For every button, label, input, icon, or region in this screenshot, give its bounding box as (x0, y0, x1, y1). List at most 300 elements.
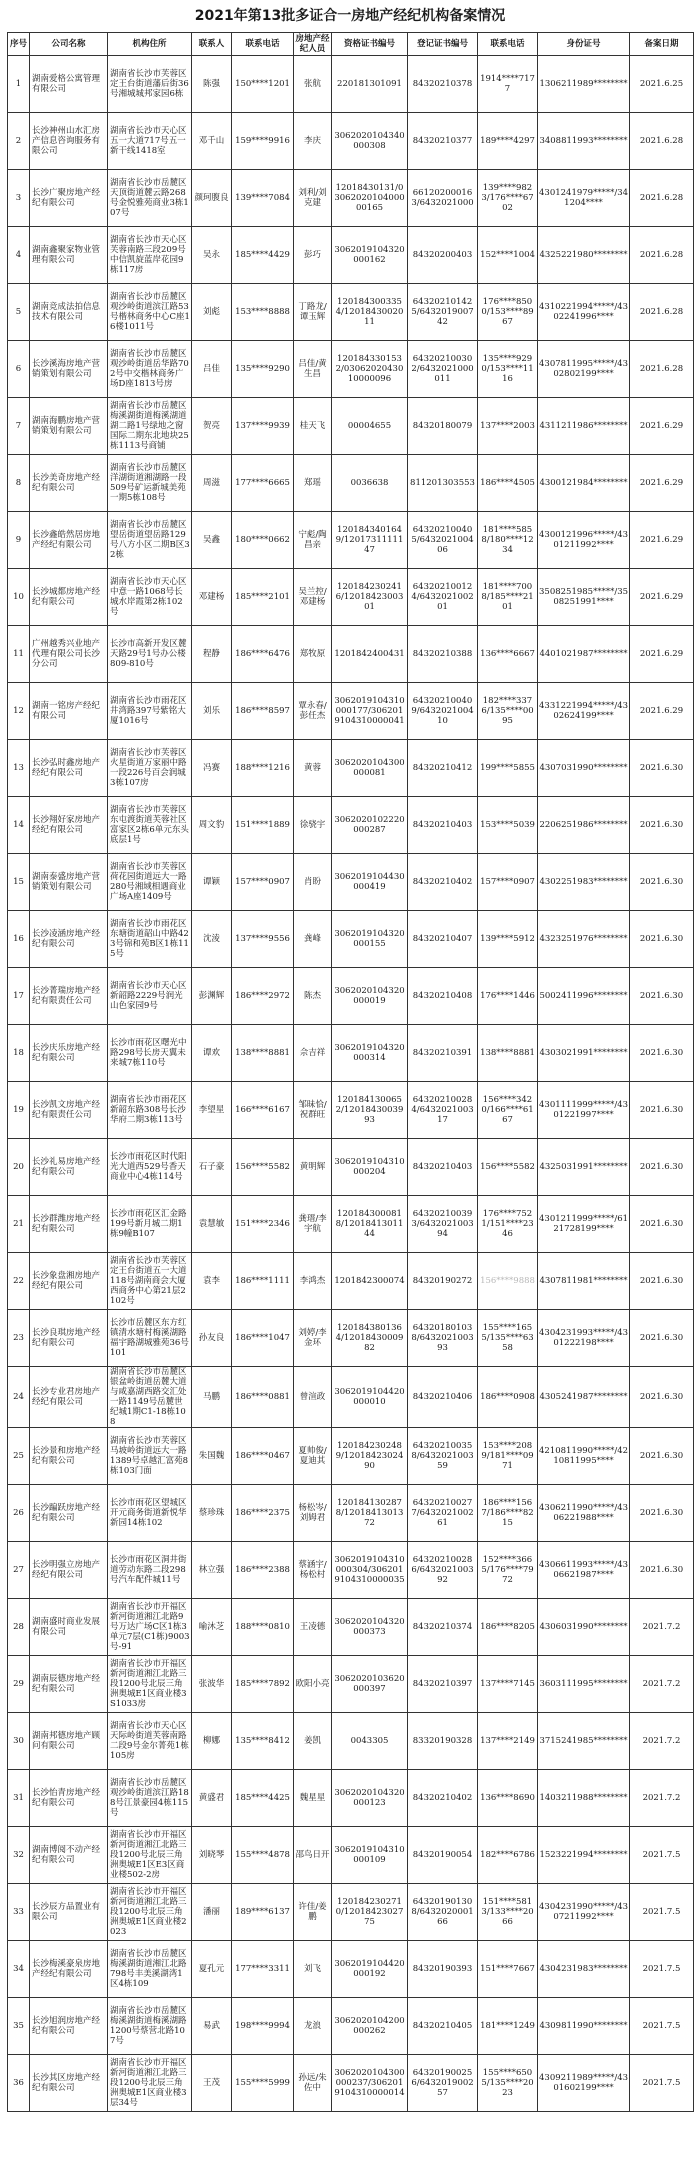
agent-cell: 龙浪 (294, 1998, 332, 2055)
date-cell: 2021.6.30 (630, 1025, 694, 1082)
company-name-cell: 长沙礼易房地产经纪有限公司 (30, 1139, 108, 1196)
agent-cell: 桂天飞 (294, 398, 332, 455)
id-number-cell: 3603111995******** (538, 1656, 630, 1713)
qualification-cell: 0043305 (332, 1713, 408, 1770)
qualification-cell: 1201841300652/1201843003993 (332, 1082, 408, 1139)
seq-cell: 2 (8, 113, 30, 170)
contact-cell: 贺亮 (192, 398, 232, 455)
contact-cell: 邓千山 (192, 113, 232, 170)
company-name-cell: 长沙景和房地产经纪有限公司 (30, 1428, 108, 1485)
contact-cell: 谭欢 (192, 1025, 232, 1082)
qualification-cell: 3062019104320000162 (332, 227, 408, 284)
address-cell: 湖南省长沙市开福区新河街道湘江北路9号万达广场C区1栋3单元7层(C1栋)9003号-91 (108, 1599, 192, 1656)
phone-cell: 166****6167 (232, 1082, 294, 1139)
registration-cell: 84320190272 (408, 1253, 478, 1310)
registration-cell: 84320210408 (408, 968, 478, 1025)
agent-phone-cell: 136****8690 (478, 1770, 538, 1827)
id-number-cell: 4307811995*****/4302802199**** (538, 341, 630, 398)
agent-cell: 邹昧恰/祝群旺 (294, 1082, 332, 1139)
date-cell: 2021.6.30 (630, 911, 694, 968)
id-number-cell: 5002411996******** (538, 968, 630, 1025)
agent-cell: 欧阳小亮 (294, 1656, 332, 1713)
table-row (8, 1770, 694, 1827)
contact-cell: 喻沐芝 (192, 1599, 232, 1656)
phone-cell: 198****9994 (232, 1998, 294, 2055)
column-header: 机构住所 (108, 33, 192, 56)
seq-cell: 5 (8, 284, 30, 341)
contact-cell: 夏孔元 (192, 1941, 232, 1998)
registration-cell: 84320210403 (408, 1139, 478, 1196)
agent-cell: 龚峰 (294, 911, 332, 968)
agent-phone-cell: 156****5582 (478, 1139, 538, 1196)
table-row (8, 1998, 694, 2055)
qualification-cell: 3062019104320000314 (332, 1025, 408, 1082)
agent-phone-cell: 156****9888 (478, 1253, 538, 1310)
registration-cell: 643202100286/643202100392 (408, 1542, 478, 1599)
company-name-cell: 长沙美奇房地产经纪有限公司 (30, 455, 108, 512)
registration-cell: 84320190393 (408, 1941, 478, 1998)
agent-cell: 徐骁宇 (294, 797, 332, 854)
table-row (8, 113, 694, 170)
seq-cell: 3 (8, 170, 30, 227)
date-cell: 2021.6.30 (630, 740, 694, 797)
id-number-cell: 4300121996*****/4301211992**** (538, 512, 630, 569)
seq-cell: 4 (8, 227, 30, 284)
id-number-cell: 4304231993*****/4301222198**** (538, 1310, 630, 1367)
id-number-cell: 4306031990******** (538, 1599, 630, 1656)
company-name-cell: 长沙溪海房地产营销策划有限公司 (30, 341, 108, 398)
id-number-cell: 4301241979*****/341204**** (538, 170, 630, 227)
date-cell: 2021.7.2 (630, 1599, 694, 1656)
agent-cell: 杨松岑/刘姆君 (294, 1485, 332, 1542)
qualification-cell: 1201843301532/0306202043010000096 (332, 341, 408, 398)
agent-phone-cell: 176****8500/153****8967 (478, 284, 538, 341)
date-cell: 2021.6.29 (630, 569, 694, 626)
phone-cell: 186****1047 (232, 1310, 294, 1367)
id-number-cell: 4310221994*****/4302241996**** (538, 284, 630, 341)
phone-cell: 138****8881 (232, 1025, 294, 1082)
company-name-cell: 长沙辰方品置业有限公司 (30, 1884, 108, 1941)
seq-cell: 18 (8, 1025, 30, 1082)
agent-phone-cell: 157****0907 (478, 854, 538, 911)
seq-cell: 11 (8, 626, 30, 683)
registration-cell: 84320190054 (408, 1827, 478, 1884)
phone-cell: 151****2346 (232, 1196, 294, 1253)
id-number-cell: 4210811990*****/4210811995**** (538, 1428, 630, 1485)
seq-cell: 19 (8, 1082, 30, 1139)
agent-phone-cell: 186****0908 (478, 1367, 538, 1428)
seq-cell: 10 (8, 569, 30, 626)
address-cell: 湖南省长沙市雨花区新韶东路308号长沙华府二期3栋113号 (108, 1082, 192, 1139)
table-row (8, 284, 694, 341)
agent-cell: 邵鸟日开 (294, 1827, 332, 1884)
address-cell: 湖南省长沙市开福区新河街道湘江北路三段1200号北辰三角洲奥城E1区E3区商业楼502-2房 (108, 1827, 192, 1884)
column-header: 联系电话 (232, 33, 294, 56)
registration-cell: 643201900256/643201900257 (408, 2055, 478, 2112)
seq-cell: 9 (8, 512, 30, 569)
contact-cell: 吴鑫 (192, 512, 232, 569)
qualification-cell: 3062019104310000109 (332, 1827, 408, 1884)
qualification-cell: 3062020104320000373 (332, 1599, 408, 1656)
id-number-cell: 4304231990*****/4307211992**** (538, 1884, 630, 1941)
address-cell: 湖南省长沙市岳麓区洋湖街道湘湖路一段509号矿运新城美苑一期5栋108号 (108, 455, 192, 512)
id-number-cell: 3508251985*****/3508251991**** (538, 569, 630, 626)
table-row (8, 56, 694, 113)
phone-cell: 186****0467 (232, 1428, 294, 1485)
phone-cell: 177****6665 (232, 455, 294, 512)
contact-cell: 朱国魏 (192, 1428, 232, 1485)
contact-cell: 李望星 (192, 1082, 232, 1139)
date-cell: 2021.6.30 (630, 1196, 694, 1253)
date-cell: 2021.7.2 (630, 1770, 694, 1827)
agent-cell: 佘吉祥 (294, 1025, 332, 1082)
address-cell: 湖南省长沙市开福区新河街道湘江北路三段1200号北辰三角洲奥城E1区商业楼2023 (108, 1884, 192, 1941)
qualification-cell: 220181301091 (332, 56, 408, 113)
date-cell: 2021.7.5 (630, 1941, 694, 1998)
agent-phone-cell: 1914****7177 (478, 56, 538, 113)
id-number-cell: 4325221980******** (538, 227, 630, 284)
phone-cell: 137****9939 (232, 398, 294, 455)
agent-phone-cell: 135****9290/153****1116 (478, 341, 538, 398)
seq-cell: 34 (8, 1941, 30, 1998)
registration-cell: 643201801038/643202100393 (408, 1310, 478, 1367)
agent-phone-cell: 139****9823/176****6702 (478, 170, 538, 227)
seq-cell: 20 (8, 1139, 30, 1196)
agent-phone-cell: 155****1655/135****6358 (478, 1310, 538, 1367)
agent-phone-cell: 199****5855 (478, 740, 538, 797)
table-row (8, 1139, 694, 1196)
seq-cell: 1 (8, 56, 30, 113)
column-header: 序号 (8, 33, 30, 56)
address-cell: 湖南省长沙市天心区新韶路2229号润光山色家园9号 (108, 968, 192, 1025)
seq-cell: 22 (8, 1253, 30, 1310)
column-header: 登记证书编号 (408, 33, 478, 56)
date-cell: 2021.6.28 (630, 227, 694, 284)
address-cell: 长沙市雨花区洞井街道劳动东路二段298号汽车配件城11号 (108, 1542, 192, 1599)
date-cell: 2021.6.30 (630, 968, 694, 1025)
registration-cell: 84320210378 (408, 56, 478, 113)
qualification-cell: 1201843401649/1201731111147 (332, 512, 408, 569)
date-cell: 2021.6.28 (630, 170, 694, 227)
agent-phone-cell: 189****4297 (478, 113, 538, 170)
agent-phone-cell: 182****6786 (478, 1827, 538, 1884)
agent-cell: 曾渲政 (294, 1367, 332, 1428)
company-name-cell: 长沙专业君房地产经纪有限公司 (30, 1367, 108, 1428)
registration-cell: 84320210406 (408, 1367, 478, 1428)
phone-cell: 189****6137 (232, 1884, 294, 1941)
phone-cell: 185****7892 (232, 1656, 294, 1713)
qualification-cell: 3062020104200000262 (332, 1998, 408, 2055)
contact-cell: 易武 (192, 1998, 232, 2055)
company-name-cell: 长沙菁瑞房地产经纪有限责任公司 (30, 968, 108, 1025)
company-name-cell: 长沙凯文房地产经纪有限责任公司 (30, 1082, 108, 1139)
table-row (8, 1310, 694, 1367)
phone-cell: 156****5582 (232, 1139, 294, 1196)
phone-cell: 186****2375 (232, 1485, 294, 1542)
company-name-cell: 湖南邦德房地产顾问有限公司 (30, 1713, 108, 1770)
date-cell: 2021.6.30 (630, 1082, 694, 1139)
contact-cell: 刘彪 (192, 284, 232, 341)
phone-cell: 188****0810 (232, 1599, 294, 1656)
phone-cell: 186****0881 (232, 1367, 294, 1428)
date-cell: 2021.6.29 (630, 398, 694, 455)
table-row (8, 854, 694, 911)
date-cell: 2021.7.5 (630, 1827, 694, 1884)
id-number-cell: 4302251983******** (538, 854, 630, 911)
date-cell: 2021.6.30 (630, 1253, 694, 1310)
qualification-cell: 3062019104420000010 (332, 1367, 408, 1428)
company-name-cell: 湖南博阅不动产经纪有限公司 (30, 1827, 108, 1884)
table-row (8, 569, 694, 626)
address-cell: 湖南省长沙市岳麓区银盆岭街道岳麓大道与咸嘉湖西路交汇处一路1149号岳麓世纪城1期C1-18栋108 (108, 1367, 192, 1428)
phone-cell: 186****2972 (232, 968, 294, 1025)
agent-cell: 张航 (294, 56, 332, 113)
id-number-cell: 2206251986******** (538, 797, 630, 854)
address-cell: 湖南省长沙市岳麓区天顶街道麓云路268号金悦雅苑商业3栋107号 (108, 170, 192, 227)
table-row (8, 1713, 694, 1770)
agent-cell: 李庆 (294, 113, 332, 170)
table-row (8, 341, 694, 398)
table-row (8, 398, 694, 455)
phone-cell: 153****8888 (232, 284, 294, 341)
phone-cell: 186****6476 (232, 626, 294, 683)
seq-cell: 35 (8, 1998, 30, 2055)
table-row (8, 170, 694, 227)
address-cell: 湖南省长沙市雨花区东塘街道韶山中路423号锦和苑B区1栋115号 (108, 911, 192, 968)
qualification-cell: 3062019104310000204 (332, 1139, 408, 1196)
contact-cell: 陈强 (192, 56, 232, 113)
id-number-cell: 1403211988******** (538, 1770, 630, 1827)
registration-table (7, 32, 694, 2112)
date-cell: 2021.6.25 (630, 56, 694, 113)
phone-cell: 155****5999 (232, 2055, 294, 2112)
table-row (8, 911, 694, 968)
id-number-cell: 4300121984******** (538, 455, 630, 512)
qualification-cell: 1201843801364/1201843000982 (332, 1310, 408, 1367)
registration-cell: 643202100124/643202100201 (408, 569, 478, 626)
agent-phone-cell: 155****6505/135****2023 (478, 2055, 538, 2112)
id-number-cell: 4309811990******** (538, 1998, 630, 2055)
column-header: 身份证号 (538, 33, 630, 56)
table-row (8, 1599, 694, 1656)
seq-cell: 24 (8, 1367, 30, 1428)
document-title: 2021年第13批多证合一房地产经纪机构备案情况 (194, 8, 506, 24)
id-number-cell: 4331221994*****/4302624199**** (538, 683, 630, 740)
table-row (8, 1428, 694, 1485)
seq-cell: 30 (8, 1713, 30, 1770)
table-row (8, 1656, 694, 1713)
qualification-cell: 3062020102220000287 (332, 797, 408, 854)
phone-cell: 186****1111 (232, 1253, 294, 1310)
column-header: 公司名称 (30, 33, 108, 56)
agent-cell: 覃永春/彭任杰 (294, 683, 332, 740)
contact-cell: 石子豪 (192, 1139, 232, 1196)
phone-cell: 151****1889 (232, 797, 294, 854)
table-row (8, 1367, 694, 1428)
agent-phone-cell: 181****7008/185****2101 (478, 569, 538, 626)
agent-cell: 吕佳/黄生昌 (294, 341, 332, 398)
contact-cell: 林立强 (192, 1542, 232, 1599)
agent-cell: 丁路龙/谭玉辉 (294, 284, 332, 341)
seq-cell: 21 (8, 1196, 30, 1253)
id-number-cell: 4301211999*****/6121728199**** (538, 1196, 630, 1253)
agent-phone-cell: 153****5039 (478, 797, 538, 854)
id-number-cell: 4307811981******** (538, 1253, 630, 1310)
contact-cell: 谭颖 (192, 854, 232, 911)
agent-phone-cell: 186****4505 (478, 455, 538, 512)
company-name-cell: 长沙鑫皓然居房地产经纪有限公司 (30, 512, 108, 569)
date-cell: 2021.6.30 (630, 1542, 694, 1599)
phone-cell: 150****1201 (232, 56, 294, 113)
id-number-cell: 4305241987******** (538, 1367, 630, 1428)
agent-cell: 魏星星 (294, 1770, 332, 1827)
registration-cell: 643202100277/643202100261 (408, 1485, 478, 1542)
id-number-cell: 4306611993*****/4306621987**** (538, 1542, 630, 1599)
id-number-cell: 4401021987******** (538, 626, 630, 683)
date-cell: 2021.6.30 (630, 1367, 694, 1428)
address-cell: 湖南省长沙市芙蓉区火星街道万家丽中路一段226号百会润城3栋107房 (108, 740, 192, 797)
table-row (8, 968, 694, 1025)
registration-cell: 84320210402 (408, 854, 478, 911)
contact-cell: 柳娜 (192, 1713, 232, 1770)
registration-cell: 84320180079 (408, 398, 478, 455)
phone-cell: 180****0662 (232, 512, 294, 569)
address-cell: 湖南省长沙市芙蓉区定王台街道五一大道118号湖南商会大厦西商务中心第21层2102号 (108, 1253, 192, 1310)
qualification-cell: 0036638 (332, 455, 408, 512)
registration-cell: 84320210374 (408, 1599, 478, 1656)
company-name-cell: 湖南爱格公寓管理有限公司 (30, 56, 108, 113)
id-number-cell: 4307031990******** (538, 740, 630, 797)
id-number-cell: 4309211989*****/4301602199**** (538, 2055, 630, 2112)
company-name-cell: 长沙广聚房地产经纪有限公司 (30, 170, 108, 227)
qualification-cell: 1201841302878/1201841301372 (332, 1485, 408, 1542)
contact-cell: 吴永 (192, 227, 232, 284)
company-name-cell: 长沙其区房地产经纪有限公司 (30, 2055, 108, 2112)
qualification-cell: 3062020104320000123 (332, 1770, 408, 1827)
qualification-cell: 3062019104310000304/3062019104310000035 (332, 1542, 408, 1599)
agent-cell: 龚瑨/李宇航 (294, 1196, 332, 1253)
seq-cell: 29 (8, 1656, 30, 1713)
seq-cell: 32 (8, 1827, 30, 1884)
date-cell: 2021.6.30 (630, 1428, 694, 1485)
table-row (8, 1253, 694, 1310)
agent-cell: 王凌德 (294, 1599, 332, 1656)
agent-phone-cell: 182****3376/135****0095 (478, 683, 538, 740)
phone-cell: 135****9290 (232, 341, 294, 398)
id-number-cell: 1306211989******** (538, 56, 630, 113)
qualification-cell: 00004655 (332, 398, 408, 455)
registration-cell: 643202100284/643202100317 (408, 1082, 478, 1139)
contact-cell: 王茂 (192, 2055, 232, 2112)
agent-cell: 孙远/朱佐中 (294, 2055, 332, 2112)
address-cell: 湖南省长沙市芙蓉区马坡岭街道远大一路1389号卓越汇富苑8栋103门面 (108, 1428, 192, 1485)
agent-phone-cell: 156****3420/166****6167 (478, 1082, 538, 1139)
company-name-cell: 湖南一铭房产经纪有限公司 (30, 683, 108, 740)
agent-phone-cell: 137****2003 (478, 398, 538, 455)
registration-cell: 643202100409/643202100410 (408, 683, 478, 740)
company-name-cell: 长沙蹁跃房地产经纪有限公司 (30, 1485, 108, 1542)
contact-cell: 刘晓琴 (192, 1827, 232, 1884)
address-cell: 长沙市岳麓区东方红镇清水塘村梅溪湖路福宇路湖城雅苑36号101 (108, 1310, 192, 1367)
id-number-cell: 4311211986******** (538, 398, 630, 455)
id-number-cell: 1523221994******** (538, 1827, 630, 1884)
phone-cell: 139****7084 (232, 170, 294, 227)
qualification-cell: 1201843000818/1201841301144 (332, 1196, 408, 1253)
seq-cell: 15 (8, 854, 30, 911)
address-cell: 长沙市雨花区望城区开元商务街道新悦华新园14栋102 (108, 1485, 192, 1542)
date-cell: 2021.6.29 (630, 626, 694, 683)
agent-cell: 刘利/刘克建 (294, 170, 332, 227)
contact-cell: 潘丽 (192, 1884, 232, 1941)
agent-cell: 陈杰 (294, 968, 332, 1025)
address-cell: 湖南省长沙市岳麓区观沙岭街道滨江路188号江景豪园4栋115号 (108, 1770, 192, 1827)
address-cell: 湖南省长沙市岳麓区梅溪湖街道梅溪湖道湖二路1号绿地之窗国际二期东北地块25栋1113号商铺 (108, 398, 192, 455)
seq-cell: 14 (8, 797, 30, 854)
seq-cell: 13 (8, 740, 30, 797)
date-cell: 2021.6.30 (630, 1139, 694, 1196)
address-cell: 湖南省长沙市芙蓉区定王台街道藩后街36号湘城城邦家园6栋 (108, 56, 192, 113)
date-cell: 2021.6.30 (630, 1485, 694, 1542)
phone-cell: 137****9556 (232, 911, 294, 968)
seq-cell: 8 (8, 455, 30, 512)
qualification-cell: 3062020103620000397 (332, 1656, 408, 1713)
date-cell: 2021.6.30 (630, 854, 694, 911)
agent-phone-cell: 181****5858/180****1234 (478, 512, 538, 569)
table-row (8, 455, 694, 512)
table-row (8, 1025, 694, 1082)
address-cell: 湖南省长沙市岳麓区梅溪湖街道湘江北路798号丰美溪湖湾1区4栋109 (108, 1941, 192, 1998)
address-cell: 湖南省长沙市天心区五一大道717号五一新干线1418室 (108, 113, 192, 170)
company-name-cell: 广州越秀兴业地产代理有限公司长沙分公司 (30, 626, 108, 683)
qualification-cell: 3062019104420000192 (332, 1941, 408, 1998)
date-cell: 2021.7.5 (630, 1998, 694, 2055)
company-name-cell: 长沙神州山水汇房产信息咨询服务有限公司 (30, 113, 108, 170)
contact-cell: 邓建杨 (192, 569, 232, 626)
registration-cell: 643202100358/643202100359 (408, 1428, 478, 1485)
phone-cell: 159****9916 (232, 113, 294, 170)
qualification-cell: 12018430131/0306202010400000165 (332, 170, 408, 227)
company-name-cell: 湖南海鹏房地产营销策划有限公司 (30, 398, 108, 455)
registration-cell: 84320210407 (408, 911, 478, 968)
registration-cell: 84320210397 (408, 1656, 478, 1713)
qualification-cell: 3062020104300000237/3062019104310000014 (332, 2055, 408, 2112)
table-header-row (8, 33, 694, 56)
contact-cell: 程静 (192, 626, 232, 683)
contact-cell: 吕佳 (192, 341, 232, 398)
table-row (8, 1941, 694, 1998)
seq-cell: 7 (8, 398, 30, 455)
date-cell: 2021.6.29 (630, 455, 694, 512)
agent-cell: 彭巧 (294, 227, 332, 284)
contact-cell: 袁李 (192, 1253, 232, 1310)
date-cell: 2021.6.29 (630, 512, 694, 569)
registration-cell: 84320210405 (408, 1998, 478, 2055)
address-cell: 长沙市雨花区时代阳光大道西529号香天商业中心4栋114号 (108, 1139, 192, 1196)
company-name-cell: 长沙城都房地产经纪有限公司 (30, 569, 108, 626)
address-cell: 长沙市雨花区曙光中路298号长房天翼未来城7栋110号 (108, 1025, 192, 1082)
agent-cell: 黄明辉 (294, 1139, 332, 1196)
address-cell: 湖南省长沙市芙蓉区东屯渡街道芙蓉社区富家区2栋6单元东头底层1号 (108, 797, 192, 854)
qualification-cell: 3062019104310000177/3062019104310000041 (332, 683, 408, 740)
table-row (8, 512, 694, 569)
contact-cell: 刘乐 (192, 683, 232, 740)
phone-cell: 186****2388 (232, 1542, 294, 1599)
company-name-cell: 长沙良琪房地产经纪有限公司 (30, 1310, 108, 1367)
table-row (8, 227, 694, 284)
agent-phone-cell: 136****6667 (478, 626, 538, 683)
contact-cell: 沈淩 (192, 911, 232, 968)
qualification-cell: 3062020104300000081 (332, 740, 408, 797)
